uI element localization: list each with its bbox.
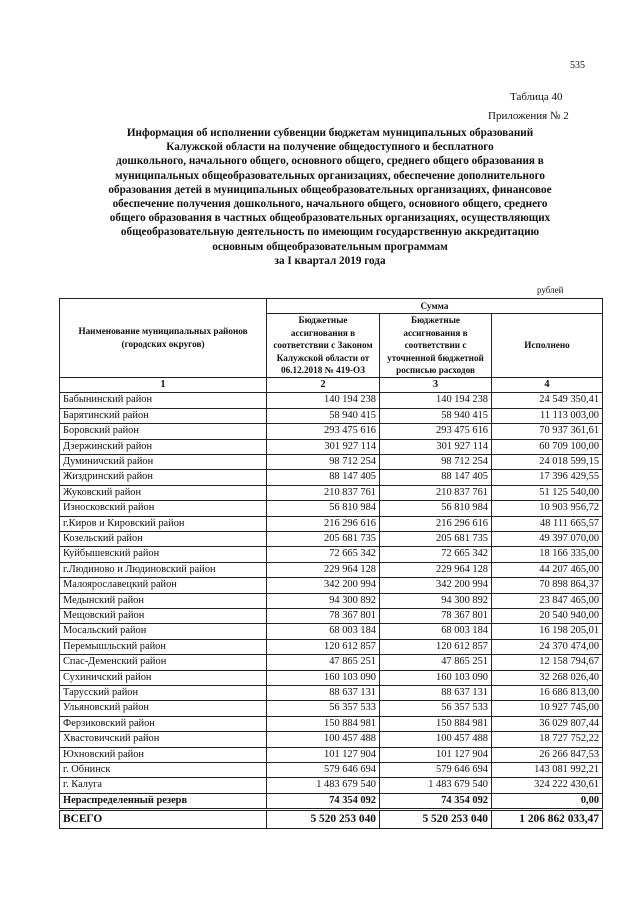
title-line: образования детей в муниципальных общеобразовательных организациях, финансовое bbox=[108, 183, 552, 196]
title-line: дошкольного, начального общего, основного общего, среднего общего образования в bbox=[116, 155, 544, 168]
executed-amount: 23 847 465,00 bbox=[492, 593, 603, 608]
law-allocation: 579 646 694 bbox=[267, 763, 380, 778]
district-name: Козельский район bbox=[60, 531, 267, 546]
district-name: Перемышльский район bbox=[60, 639, 267, 654]
executed-amount: 10 903 956,72 bbox=[492, 501, 603, 516]
table-row bbox=[60, 670, 603, 685]
executed-amount: 49 397 070,00 bbox=[492, 531, 603, 546]
table-row bbox=[60, 778, 603, 793]
subvention-table bbox=[59, 298, 603, 829]
district-name: Малоярославецкий район bbox=[60, 578, 267, 593]
table-row bbox=[60, 593, 603, 608]
law-allocation: 56 810 984 bbox=[267, 501, 380, 516]
district-name: Сухиничский район bbox=[60, 670, 267, 685]
column-number: 2 bbox=[267, 377, 380, 392]
table-row bbox=[60, 470, 603, 485]
table-row bbox=[60, 732, 603, 747]
law-allocation: 120 612 857 bbox=[267, 639, 380, 654]
law-allocation: 56 357 533 bbox=[267, 701, 380, 716]
table-row bbox=[60, 562, 603, 577]
district-name: Барятинский район bbox=[60, 408, 267, 423]
law-allocation: 88 147 405 bbox=[267, 470, 380, 485]
district-name: Боровский район bbox=[60, 424, 267, 439]
law-allocation: 58 940 415 bbox=[267, 408, 380, 423]
table-row bbox=[60, 439, 603, 454]
executed-amount: 26 266 847,53 bbox=[492, 747, 603, 762]
table-row bbox=[60, 655, 603, 670]
title-line: основным общеобразовательным программам bbox=[212, 240, 448, 253]
executed-amount: 44 207 465,00 bbox=[492, 562, 603, 577]
district-name: Мещовский район bbox=[60, 608, 267, 623]
executed-amount: 70 898 864,37 bbox=[492, 578, 603, 593]
table-row bbox=[60, 501, 603, 516]
title-line: общеобразовательную деятельность по имеющим государственную аккредитацию bbox=[120, 226, 540, 239]
table-row bbox=[60, 454, 603, 469]
refined-allocation: 216 296 616 bbox=[380, 516, 492, 531]
executed-amount: 143 081 992,21 bbox=[492, 763, 603, 778]
table-row bbox=[60, 531, 603, 546]
law-allocation: 72 665 342 bbox=[267, 547, 380, 562]
executed-amount: 48 111 665,57 bbox=[492, 516, 603, 531]
law-allocation: 100 457 488 bbox=[267, 732, 380, 747]
refined-allocation: 579 646 694 bbox=[380, 763, 492, 778]
executed-amount: 32 268 026,40 bbox=[492, 670, 603, 685]
law-allocation: 342 200 994 bbox=[267, 578, 380, 593]
executed-amount: 11 113 003,00 bbox=[492, 408, 603, 423]
reserve-law: 74 354 092 bbox=[267, 793, 380, 809]
table-row bbox=[60, 624, 603, 639]
law-allocation: 150 884 981 bbox=[267, 716, 380, 731]
law-allocation: 88 637 131 bbox=[267, 686, 380, 701]
units-label: рублей bbox=[537, 285, 564, 295]
refined-allocation: 56 810 984 bbox=[380, 501, 492, 516]
title-line: муниципальных общеобразовательных организациях, обеспечение дополнительного bbox=[115, 169, 545, 182]
refined-allocation: 78 367 801 bbox=[380, 608, 492, 623]
law-allocation: 101 127 904 bbox=[267, 747, 380, 762]
district-name: Юхновский район bbox=[60, 747, 267, 762]
law-allocation: 1 483 679 540 bbox=[267, 778, 380, 793]
table-row bbox=[60, 747, 603, 762]
district-name: Тарусский район bbox=[60, 686, 267, 701]
header-executed: Исполнено bbox=[492, 314, 603, 378]
title-line: за I квартал 2019 года bbox=[274, 254, 386, 267]
executed-amount: 24 018 599,15 bbox=[492, 454, 603, 469]
table-row bbox=[60, 608, 603, 623]
executed-amount: 18 166 335,00 bbox=[492, 547, 603, 562]
column-number: 1 bbox=[60, 377, 267, 392]
header-law-allocations: Бюджетные ассигнования в соответствии с Законом Калужской области от 06.12.2018 № 419-ОЗ bbox=[267, 314, 380, 378]
district-name: Спас-Деменский район bbox=[60, 655, 267, 670]
refined-allocation: 88 147 405 bbox=[380, 470, 492, 485]
table-row bbox=[60, 485, 603, 500]
table-row bbox=[60, 393, 603, 408]
table-row bbox=[60, 763, 603, 778]
district-name: г. Калуга bbox=[60, 778, 267, 793]
district-name: Куйбышевский район bbox=[60, 547, 267, 562]
refined-allocation: 68 003 184 bbox=[380, 624, 492, 639]
refined-allocation: 101 127 904 bbox=[380, 747, 492, 762]
executed-amount: 20 540 940,00 bbox=[492, 608, 603, 623]
district-name: Медынский район bbox=[60, 593, 267, 608]
title-line: общего образования в частных общеобразовательных организациях, осуществляющих bbox=[109, 212, 551, 225]
total-law: 5 520 253 040 bbox=[267, 810, 380, 829]
executed-amount: 12 158 794,67 bbox=[492, 655, 603, 670]
law-allocation: 68 003 184 bbox=[267, 624, 380, 639]
column-number: 3 bbox=[380, 377, 492, 392]
refined-allocation: 160 103 090 bbox=[380, 670, 492, 685]
law-allocation: 160 103 090 bbox=[267, 670, 380, 685]
law-allocation: 98 712 254 bbox=[267, 454, 380, 469]
table-row bbox=[60, 716, 603, 731]
reserve-refined: 74 354 092 bbox=[380, 793, 492, 809]
reserve-row bbox=[60, 793, 603, 809]
title-line: Калужской области на получение общедоступного и бесплатного bbox=[166, 141, 494, 154]
refined-allocation: 72 665 342 bbox=[380, 547, 492, 562]
executed-amount: 16 686 813,00 bbox=[492, 686, 603, 701]
law-allocation: 94 300 892 bbox=[267, 593, 380, 608]
executed-amount: 24 549 350,41 bbox=[492, 393, 603, 408]
executed-amount: 10 927 745,00 bbox=[492, 701, 603, 716]
header-refined-allocations: Бюджетные ассигнования в соответствии с уточненной бюджетной росписью расходов bbox=[380, 314, 492, 378]
refined-allocation: 205 681 735 bbox=[380, 531, 492, 546]
district-name: Думиничский район bbox=[60, 454, 267, 469]
executed-amount: 18 727 752,22 bbox=[492, 732, 603, 747]
refined-allocation: 58 940 415 bbox=[380, 408, 492, 423]
title-line: обеспечение получения дошкольного, начального общего, основного общего, среднего bbox=[112, 198, 548, 211]
district-name: Износковский район bbox=[60, 501, 267, 516]
table-row bbox=[60, 578, 603, 593]
refined-allocation: 229 964 128 bbox=[380, 562, 492, 577]
executed-amount: 70 937 361,61 bbox=[492, 424, 603, 439]
refined-allocation: 140 194 238 bbox=[380, 393, 492, 408]
law-allocation: 140 194 238 bbox=[267, 393, 380, 408]
law-allocation: 210 837 761 bbox=[267, 485, 380, 500]
refined-allocation: 88 637 131 bbox=[380, 686, 492, 701]
header-name: Наименование муниципальных районов (городских округов) bbox=[60, 299, 267, 378]
executed-amount: 17 396 429,55 bbox=[492, 470, 603, 485]
district-name: г. Обнинск bbox=[60, 763, 267, 778]
law-allocation: 205 681 735 bbox=[267, 531, 380, 546]
total-name: ВСЕГО bbox=[60, 810, 267, 829]
refined-allocation: 98 712 254 bbox=[380, 454, 492, 469]
refined-allocation: 342 200 994 bbox=[380, 578, 492, 593]
table-row bbox=[60, 408, 603, 423]
appendix-label: Приложения № 2 bbox=[488, 110, 569, 122]
table-label: Таблица 40 bbox=[510, 91, 563, 103]
district-name: Ферзиковский район bbox=[60, 716, 267, 731]
law-allocation: 216 296 616 bbox=[267, 516, 380, 531]
table-row bbox=[60, 424, 603, 439]
refined-allocation: 94 300 892 bbox=[380, 593, 492, 608]
refined-allocation: 293 475 616 bbox=[380, 424, 492, 439]
document-title bbox=[60, 126, 600, 268]
law-allocation: 47 865 251 bbox=[267, 655, 380, 670]
reserve-name: Нераспределенный резерв bbox=[60, 793, 267, 809]
refined-allocation: 150 884 981 bbox=[380, 716, 492, 731]
executed-amount: 324 222 430,61 bbox=[492, 778, 603, 793]
table-row bbox=[60, 686, 603, 701]
table-row bbox=[60, 547, 603, 562]
refined-allocation: 1 483 679 540 bbox=[380, 778, 492, 793]
district-name: Хвастовичский район bbox=[60, 732, 267, 747]
law-allocation: 78 367 801 bbox=[267, 608, 380, 623]
district-name: Дзержинский район bbox=[60, 439, 267, 454]
refined-allocation: 120 612 857 bbox=[380, 639, 492, 654]
executed-amount: 36 029 807,44 bbox=[492, 716, 603, 731]
refined-allocation: 56 357 533 bbox=[380, 701, 492, 716]
table-row bbox=[60, 701, 603, 716]
district-name: г.Людиново и Людиновский район bbox=[60, 562, 267, 577]
district-name: Жиздринский район bbox=[60, 470, 267, 485]
refined-allocation: 301 927 114 bbox=[380, 439, 492, 454]
column-number: 4 bbox=[492, 377, 603, 392]
table-body bbox=[60, 393, 603, 794]
district-name: Ульяновский район bbox=[60, 701, 267, 716]
district-name: Жуковский район bbox=[60, 485, 267, 500]
total-executed: 1 206 862 033,47 bbox=[492, 810, 603, 829]
table-row bbox=[60, 516, 603, 531]
table-row bbox=[60, 639, 603, 654]
refined-allocation: 47 865 251 bbox=[380, 655, 492, 670]
law-allocation: 229 964 128 bbox=[267, 562, 380, 577]
executed-amount: 51 125 540,00 bbox=[492, 485, 603, 500]
district-name: г.Киров и Кировский район bbox=[60, 516, 267, 531]
executed-amount: 24 370 474,00 bbox=[492, 639, 603, 654]
total-refined: 5 520 253 040 bbox=[380, 810, 492, 829]
refined-allocation: 100 457 488 bbox=[380, 732, 492, 747]
header-sum: Сумма bbox=[267, 299, 603, 314]
district-name: Мосальский район bbox=[60, 624, 267, 639]
executed-amount: 60 709 100,00 bbox=[492, 439, 603, 454]
law-allocation: 293 475 616 bbox=[267, 424, 380, 439]
executed-amount: 16 198 205,01 bbox=[492, 624, 603, 639]
page-number: 535 bbox=[570, 60, 585, 71]
refined-allocation: 210 837 761 bbox=[380, 485, 492, 500]
total-row bbox=[60, 810, 603, 829]
district-name: Бабынинский район bbox=[60, 393, 267, 408]
title-line: Информация об исполнении субвенции бюджетам муниципальных образований bbox=[126, 127, 534, 139]
reserve-executed: 0,00 bbox=[492, 793, 603, 809]
law-allocation: 301 927 114 bbox=[267, 439, 380, 454]
